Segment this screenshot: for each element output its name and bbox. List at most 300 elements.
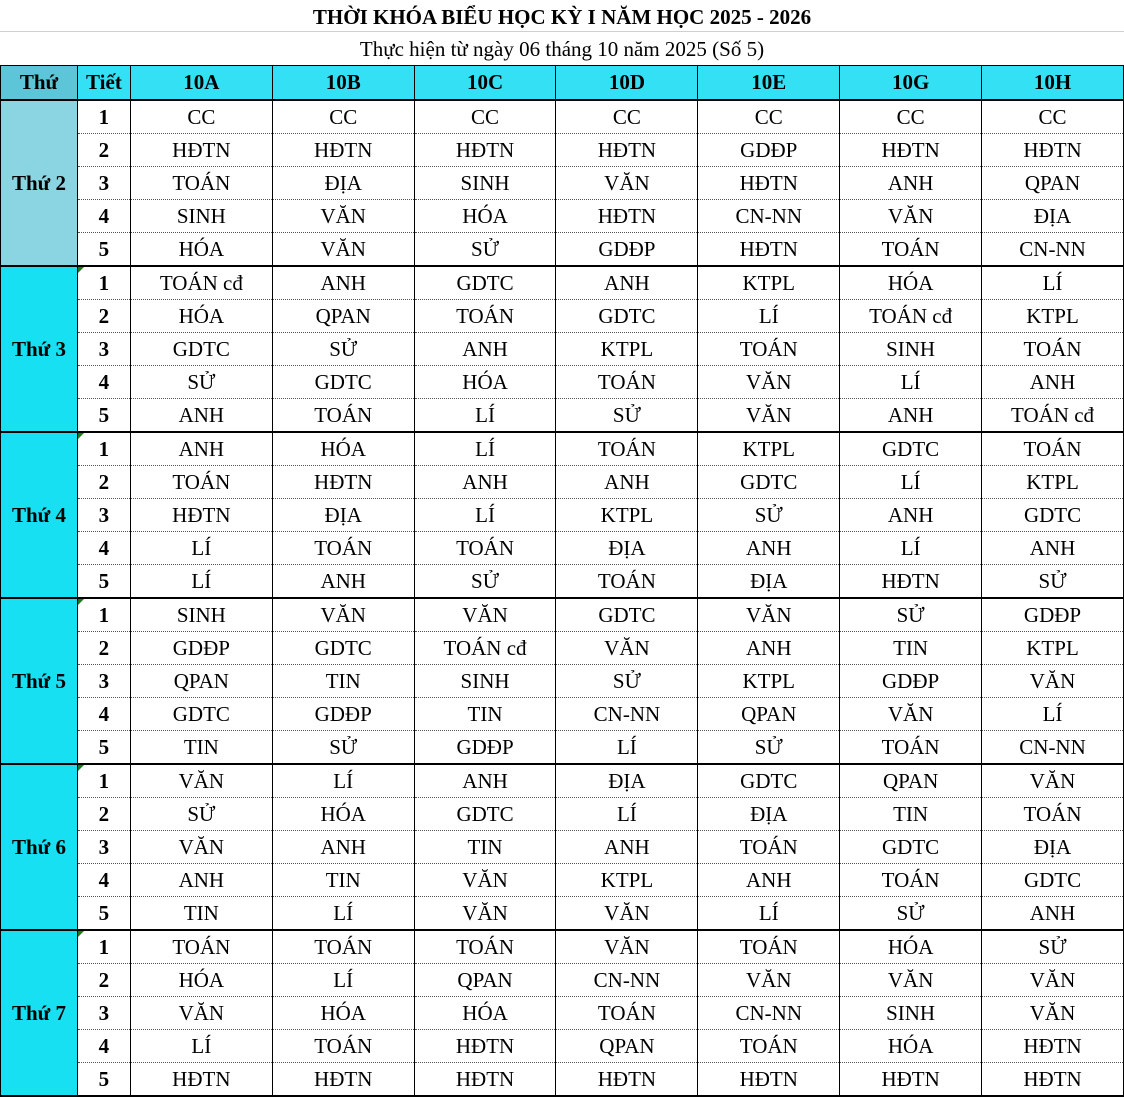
subject-cell[interactable]: TOÁN — [982, 333, 1124, 366]
subject-cell[interactable]: HÓA — [272, 798, 414, 831]
subject-cell[interactable]: HĐTN — [982, 1063, 1124, 1097]
subject-cell[interactable]: GDTC — [130, 698, 272, 731]
subject-cell[interactable]: HĐTN — [698, 233, 840, 267]
subject-cell[interactable]: VĂN — [698, 399, 840, 433]
period-number[interactable] — [77, 333, 130, 366]
subject-cell[interactable]: TIN — [414, 831, 556, 864]
period-number[interactable] — [77, 399, 130, 433]
subject-cell[interactable]: SỬ — [556, 665, 698, 698]
subject-cell[interactable]: ĐỊA — [698, 565, 840, 599]
subject-cell[interactable]: SINH — [130, 598, 272, 632]
period-number[interactable] — [77, 432, 130, 466]
subject-cell[interactable]: VĂN — [982, 764, 1124, 798]
subject-cell[interactable]: CN-NN — [982, 731, 1124, 765]
subject-cell[interactable]: HĐTN — [982, 1030, 1124, 1063]
subject-cell[interactable]: GDTC — [556, 300, 698, 333]
table-row — [1, 466, 1124, 499]
subject-cell[interactable]: HĐTN — [840, 1063, 982, 1097]
day-label[interactable]: Thứ 6 — [1, 764, 78, 930]
comment-marker-icon — [78, 433, 84, 439]
subject-cell[interactable]: KTPL — [556, 333, 698, 366]
subject-cell[interactable]: HÓA — [130, 300, 272, 333]
period-number-text: 1 — [98, 270, 110, 295]
period-number[interactable] — [77, 200, 130, 233]
subject-cell[interactable]: VĂN — [840, 200, 982, 233]
subject-cell[interactable]: TOÁN — [130, 930, 272, 964]
subject-cell[interactable]: HĐTN — [130, 134, 272, 167]
subject-cell[interactable]: ANH — [840, 399, 982, 433]
subject-cell[interactable]: HĐTN — [130, 499, 272, 532]
subject-cell[interactable]: LÍ — [272, 964, 414, 997]
subject-cell[interactable]: ANH — [556, 466, 698, 499]
subject-cell[interactable]: CC — [414, 100, 556, 134]
table-row — [1, 300, 1124, 333]
period-number[interactable] — [77, 930, 130, 964]
subject-cell[interactable]: TOÁN — [556, 565, 698, 599]
period-number[interactable] — [77, 499, 130, 532]
subject-cell[interactable]: ĐỊA — [982, 831, 1124, 864]
subject-cell[interactable]: HÓA — [272, 997, 414, 1030]
subject-cell[interactable]: VĂN — [698, 366, 840, 399]
subject-cell[interactable]: VĂN — [982, 997, 1124, 1030]
header-period[interactable]: Tiết — [77, 66, 130, 101]
table-row — [1, 698, 1124, 731]
subject-cell[interactable]: SỬ — [272, 333, 414, 366]
subject-cell[interactable]: VĂN — [272, 598, 414, 632]
subject-cell[interactable]: VĂN — [556, 930, 698, 964]
table-row — [1, 266, 1124, 300]
subject-cell[interactable]: GDĐP — [130, 632, 272, 665]
subject-cell[interactable]: HĐTN — [130, 1063, 272, 1097]
subject-cell[interactable]: KTPL — [982, 466, 1124, 499]
subject-cell[interactable]: HĐTN — [840, 565, 982, 599]
table-row — [1, 134, 1124, 167]
period-number[interactable] — [77, 466, 130, 499]
period-number[interactable] — [77, 1063, 130, 1097]
subject-cell[interactable]: SỬ — [414, 565, 556, 599]
period-number[interactable] — [77, 134, 130, 167]
subject-cell[interactable]: SỬ — [840, 598, 982, 632]
subject-cell[interactable]: HÓA — [272, 432, 414, 466]
subject-cell[interactable]: TOÁN — [982, 798, 1124, 831]
subject-cell[interactable]: SỬ — [556, 399, 698, 433]
subject-cell[interactable]: QPAN — [414, 964, 556, 997]
subject-cell[interactable]: GDTC — [840, 831, 982, 864]
period-number[interactable] — [77, 233, 130, 267]
subject-cell[interactable]: LÍ — [840, 532, 982, 565]
subject-cell[interactable]: SỬ — [414, 233, 556, 267]
period-number[interactable] — [77, 598, 130, 632]
subject-cell[interactable]: TOÁN cđ — [414, 632, 556, 665]
period-number-text: 2 — [98, 801, 110, 826]
subject-cell[interactable]: SINH — [840, 333, 982, 366]
subject-cell[interactable]: CC — [982, 100, 1124, 134]
subject-cell[interactable]: TOÁN — [414, 930, 556, 964]
period-number-text: 4 — [98, 535, 110, 560]
subject-cell[interactable]: GDTC — [982, 499, 1124, 532]
period-number-text: 1 — [98, 768, 110, 793]
comment-marker-icon — [78, 765, 84, 771]
subject-cell[interactable]: HĐTN — [982, 134, 1124, 167]
subject-cell[interactable]: TOÁN — [840, 731, 982, 765]
subject-cell[interactable]: GDĐP — [414, 731, 556, 765]
subject-cell[interactable]: LÍ — [272, 764, 414, 798]
table-row — [1, 798, 1124, 831]
subject-cell[interactable]: TOÁN — [272, 930, 414, 964]
subject-cell[interactable]: QPAN — [840, 764, 982, 798]
subject-cell[interactable]: LÍ — [982, 266, 1124, 300]
subject-cell[interactable]: TOÁN — [272, 399, 414, 433]
period-number-text: 3 — [98, 668, 110, 693]
period-number[interactable] — [77, 266, 130, 300]
subject-cell[interactable]: HĐTN — [698, 167, 840, 200]
table-row — [1, 399, 1124, 433]
header-class[interactable]: 10G — [840, 66, 982, 101]
period-number-text: 2 — [98, 303, 110, 328]
subject-cell[interactable]: ĐỊA — [982, 200, 1124, 233]
subject-cell[interactable]: TOÁN cđ — [130, 266, 272, 300]
period-number-text: 2 — [98, 635, 110, 660]
subject-cell[interactable]: QPAN — [982, 167, 1124, 200]
subject-cell[interactable]: GDĐP — [272, 698, 414, 731]
subject-cell[interactable]: SỬ — [698, 731, 840, 765]
period-number-text: 5 — [98, 568, 110, 593]
subject-cell[interactable]: TIN — [840, 632, 982, 665]
subject-cell[interactable]: LÍ — [272, 897, 414, 931]
subject-cell[interactable]: ANH — [130, 399, 272, 433]
subject-cell[interactable]: GDTC — [840, 432, 982, 466]
table-row — [1, 598, 1124, 632]
subject-cell[interactable]: GDĐP — [698, 134, 840, 167]
subject-cell[interactable]: SỬ — [982, 565, 1124, 599]
subject-cell[interactable]: GDTC — [982, 864, 1124, 897]
period-number[interactable] — [77, 964, 130, 997]
subject-cell[interactable]: TOÁN — [556, 432, 698, 466]
subject-cell[interactable]: TOÁN — [130, 167, 272, 200]
period-number-text: 2 — [98, 137, 110, 162]
subject-cell[interactable]: ANH — [698, 632, 840, 665]
period-number[interactable] — [77, 698, 130, 731]
subject-cell[interactable]: VĂN — [840, 698, 982, 731]
subject-cell[interactable]: LÍ — [130, 532, 272, 565]
subject-cell[interactable]: TOÁN — [272, 532, 414, 565]
period-number[interactable] — [77, 864, 130, 897]
period-number-text: 1 — [98, 104, 110, 129]
subject-cell[interactable]: CC — [698, 100, 840, 134]
subject-cell[interactable]: ANH — [414, 764, 556, 798]
subject-cell[interactable]: HĐTN — [840, 134, 982, 167]
period-number[interactable] — [77, 167, 130, 200]
subject-cell[interactable]: TOÁN — [414, 300, 556, 333]
subject-cell[interactable]: LÍ — [414, 399, 556, 433]
subject-cell[interactable]: TIN — [840, 798, 982, 831]
subject-cell[interactable]: HĐTN — [272, 134, 414, 167]
subject-cell[interactable]: TIN — [130, 897, 272, 931]
subject-cell[interactable]: TIN — [272, 665, 414, 698]
subject-cell[interactable]: HÓA — [840, 266, 982, 300]
subject-cell[interactable]: KTPL — [982, 300, 1124, 333]
subject-cell[interactable]: VĂN — [272, 200, 414, 233]
subject-cell[interactable]: HÓA — [414, 366, 556, 399]
subject-cell[interactable]: SỬ — [130, 798, 272, 831]
subject-cell[interactable]: SINH — [840, 997, 982, 1030]
subject-cell[interactable]: LÍ — [130, 565, 272, 599]
subject-cell[interactable]: KTPL — [698, 665, 840, 698]
period-number-text: 4 — [98, 1033, 110, 1058]
subject-cell[interactable]: ANH — [698, 532, 840, 565]
subject-cell[interactable]: KTPL — [982, 632, 1124, 665]
subject-cell[interactable]: GDTC — [272, 632, 414, 665]
subject-cell[interactable]: TOÁN — [840, 233, 982, 267]
subject-cell[interactable]: HĐTN — [556, 1063, 698, 1097]
subject-cell[interactable]: HĐTN — [414, 134, 556, 167]
subject-cell[interactable]: TOÁN — [698, 333, 840, 366]
subject-cell[interactable]: TOÁN — [840, 864, 982, 897]
header-class[interactable]: 10B — [272, 66, 414, 101]
header-class[interactable]: 10C — [414, 66, 556, 101]
subject-cell[interactable]: KTPL — [556, 499, 698, 532]
timetable — [0, 65, 1124, 1097]
subject-cell[interactable]: TOÁN — [698, 930, 840, 964]
subject-cell[interactable]: CN-NN — [556, 698, 698, 731]
subject-cell[interactable]: KTPL — [698, 432, 840, 466]
subject-cell[interactable]: VĂN — [414, 598, 556, 632]
subject-cell[interactable]: CC — [130, 100, 272, 134]
subject-cell[interactable]: HĐTN — [556, 134, 698, 167]
subject-cell[interactable]: TOÁN — [698, 1030, 840, 1063]
period-number-text: 3 — [98, 336, 110, 361]
subject-cell[interactable]: GDTC — [414, 798, 556, 831]
subject-cell[interactable]: LÍ — [840, 466, 982, 499]
day-label[interactable]: Thứ 3 — [1, 266, 78, 432]
subject-cell[interactable]: SINH — [130, 200, 272, 233]
subject-cell[interactable]: VĂN — [130, 997, 272, 1030]
subject-cell[interactable]: GDTC — [556, 598, 698, 632]
period-number[interactable] — [77, 731, 130, 765]
table-row — [1, 764, 1124, 798]
subject-cell[interactable]: VĂN — [982, 964, 1124, 997]
period-number[interactable] — [77, 100, 130, 134]
day-label[interactable]: Thứ 5 — [1, 598, 78, 764]
subject-cell[interactable]: ĐỊA — [272, 499, 414, 532]
subject-cell[interactable]: TOÁN cđ — [982, 399, 1124, 433]
subject-cell[interactable]: ANH — [414, 466, 556, 499]
subject-cell[interactable]: LÍ — [556, 731, 698, 765]
subject-cell[interactable]: ANH — [556, 831, 698, 864]
subject-cell[interactable]: SINH — [414, 167, 556, 200]
subject-cell[interactable]: SỬ — [130, 366, 272, 399]
subject-cell[interactable]: HĐTN — [556, 200, 698, 233]
subject-cell[interactable]: CN-NN — [556, 964, 698, 997]
period-number[interactable] — [77, 997, 130, 1030]
subject-cell[interactable]: SỬ — [840, 897, 982, 931]
period-number[interactable] — [77, 897, 130, 931]
subject-cell[interactable]: TOÁN — [414, 532, 556, 565]
subject-cell[interactable]: HÓA — [840, 1030, 982, 1063]
subject-cell[interactable]: VĂN — [982, 665, 1124, 698]
subject-cell[interactable]: LÍ — [130, 1030, 272, 1063]
day-label[interactable]: Thứ 7 — [1, 930, 78, 1096]
subject-cell[interactable]: LÍ — [698, 897, 840, 931]
subject-cell[interactable]: ANH — [840, 499, 982, 532]
subject-cell[interactable]: TOÁN — [698, 831, 840, 864]
subject-cell[interactable]: VĂN — [556, 632, 698, 665]
subject-cell[interactable]: KTPL — [698, 266, 840, 300]
subject-cell[interactable]: TIN — [414, 698, 556, 731]
subject-cell[interactable]: LÍ — [982, 698, 1124, 731]
table-row — [1, 333, 1124, 366]
subject-cell[interactable]: TIN — [272, 864, 414, 897]
period-number-text: 2 — [98, 469, 110, 494]
period-number[interactable] — [77, 632, 130, 665]
day-label[interactable]: Thứ 4 — [1, 432, 78, 598]
period-number-text: 3 — [98, 170, 110, 195]
period-number[interactable] — [77, 565, 130, 599]
subject-cell[interactable]: VĂN — [130, 764, 272, 798]
subject-cell[interactable]: TOÁN — [556, 366, 698, 399]
subject-cell[interactable]: LÍ — [414, 499, 556, 532]
subject-cell[interactable]: VĂN — [840, 964, 982, 997]
period-number[interactable] — [77, 532, 130, 565]
table-row — [1, 864, 1124, 897]
subject-cell[interactable]: GDTC — [698, 466, 840, 499]
subject-cell[interactable]: VĂN — [556, 167, 698, 200]
header-row — [1, 66, 1124, 101]
subject-cell[interactable]: ANH — [130, 864, 272, 897]
subject-cell[interactable]: HÓA — [840, 930, 982, 964]
subject-cell[interactable]: LÍ — [556, 798, 698, 831]
subject-cell[interactable]: CN-NN — [982, 233, 1124, 267]
subject-cell[interactable]: ĐỊA — [698, 798, 840, 831]
subject-cell[interactable]: GDTC — [130, 333, 272, 366]
subject-cell[interactable]: TOÁN — [982, 432, 1124, 466]
subject-cell[interactable]: HÓA — [130, 233, 272, 267]
period-number[interactable] — [77, 1030, 130, 1063]
table-row — [1, 964, 1124, 997]
subject-cell[interactable]: HÓA — [414, 997, 556, 1030]
comment-marker-icon — [78, 931, 84, 937]
subject-cell[interactable]: TIN — [130, 731, 272, 765]
subject-cell[interactable]: CC — [556, 100, 698, 134]
subject-cell[interactable]: VĂN — [698, 598, 840, 632]
period-number-text: 3 — [98, 834, 110, 859]
period-number[interactable] — [77, 300, 130, 333]
subject-cell[interactable]: ĐỊA — [556, 532, 698, 565]
period-number-text: 4 — [98, 701, 110, 726]
header-class[interactable]: 10D — [556, 66, 698, 101]
subject-cell[interactable]: SỬ — [272, 731, 414, 765]
header-class[interactable]: 10E — [698, 66, 840, 101]
subject-cell[interactable]: HĐTN — [414, 1063, 556, 1097]
subject-cell[interactable]: VĂN — [414, 864, 556, 897]
subject-cell[interactable]: ĐỊA — [556, 764, 698, 798]
period-number[interactable] — [77, 665, 130, 698]
subject-cell[interactable]: GDĐP — [556, 233, 698, 267]
table-row — [1, 930, 1124, 964]
subject-cell[interactable]: TOÁN — [130, 466, 272, 499]
subject-cell[interactable]: HĐTN — [272, 1063, 414, 1097]
subject-cell[interactable]: CN-NN — [698, 997, 840, 1030]
subject-cell[interactable]: ANH — [272, 831, 414, 864]
subject-cell[interactable]: SỬ — [698, 499, 840, 532]
subject-cell[interactable]: CC — [272, 100, 414, 134]
subject-cell[interactable]: ANH — [840, 167, 982, 200]
subject-cell[interactable]: LÍ — [698, 300, 840, 333]
subject-cell[interactable]: ANH — [556, 266, 698, 300]
subject-cell[interactable]: CC — [840, 100, 982, 134]
subject-cell[interactable]: ANH — [130, 432, 272, 466]
table-row — [1, 565, 1124, 599]
subject-cell[interactable]: GDTC — [272, 366, 414, 399]
subject-cell[interactable]: GDTC — [698, 764, 840, 798]
period-number[interactable] — [77, 764, 130, 798]
subject-cell[interactable]: CN-NN — [698, 200, 840, 233]
subject-cell[interactable]: ANH — [982, 532, 1124, 565]
period-number-text: 1 — [98, 602, 110, 627]
subject-cell[interactable]: VĂN — [414, 897, 556, 931]
period-number[interactable] — [77, 366, 130, 399]
subject-cell[interactable]: HĐTN — [414, 1030, 556, 1063]
subject-cell[interactable]: TOÁN — [556, 997, 698, 1030]
header-class[interactable]: 10A — [130, 66, 272, 101]
subject-cell[interactable]: QPAN — [130, 665, 272, 698]
table-row — [1, 167, 1124, 200]
subject-cell[interactable]: ANH — [982, 366, 1124, 399]
period-number-text: 1 — [98, 934, 110, 959]
subject-cell[interactable]: TOÁN — [272, 1030, 414, 1063]
subject-cell[interactable]: VĂN — [698, 964, 840, 997]
period-number-text: 4 — [98, 369, 110, 394]
table-row — [1, 665, 1124, 698]
period-number[interactable] — [77, 831, 130, 864]
subject-cell[interactable]: GDĐP — [982, 598, 1124, 632]
subject-cell[interactable]: GDĐP — [840, 665, 982, 698]
subject-cell[interactable]: LÍ — [840, 366, 982, 399]
subject-cell[interactable]: LÍ — [414, 432, 556, 466]
subject-cell[interactable]: KTPL — [556, 864, 698, 897]
subject-cell[interactable]: ANH — [272, 565, 414, 599]
subject-cell[interactable]: HĐTN — [698, 1063, 840, 1097]
subject-cell[interactable]: ANH — [414, 333, 556, 366]
table-row — [1, 100, 1124, 134]
subject-cell[interactable]: QPAN — [698, 698, 840, 731]
subject-cell[interactable]: ANH — [982, 897, 1124, 931]
period-number-text: 5 — [98, 402, 110, 427]
subject-cell[interactable]: HÓA — [414, 200, 556, 233]
subject-cell[interactable]: VĂN — [272, 233, 414, 267]
table-row — [1, 731, 1124, 765]
header-day[interactable]: Thứ — [1, 66, 78, 101]
subject-cell[interactable]: SỬ — [982, 930, 1124, 964]
subject-cell[interactable]: VĂN — [556, 897, 698, 931]
period-number-text: 4 — [98, 203, 110, 228]
subject-cell[interactable]: ĐỊA — [272, 167, 414, 200]
header-class[interactable]: 10H — [982, 66, 1124, 101]
subject-cell[interactable]: ANH — [698, 864, 840, 897]
subject-cell[interactable]: SINH — [414, 665, 556, 698]
subject-cell[interactable]: QPAN — [272, 300, 414, 333]
subject-cell[interactable]: HĐTN — [272, 466, 414, 499]
subject-cell[interactable]: ANH — [272, 266, 414, 300]
subject-cell[interactable]: VĂN — [130, 831, 272, 864]
subject-cell[interactable]: GDTC — [414, 266, 556, 300]
table-row — [1, 1030, 1124, 1063]
subject-cell[interactable]: HÓA — [130, 964, 272, 997]
subject-cell[interactable]: QPAN — [556, 1030, 698, 1063]
subject-cell[interactable]: TOÁN cđ — [840, 300, 982, 333]
period-number[interactable] — [77, 798, 130, 831]
day-label[interactable]: Thứ 2 — [1, 100, 78, 266]
